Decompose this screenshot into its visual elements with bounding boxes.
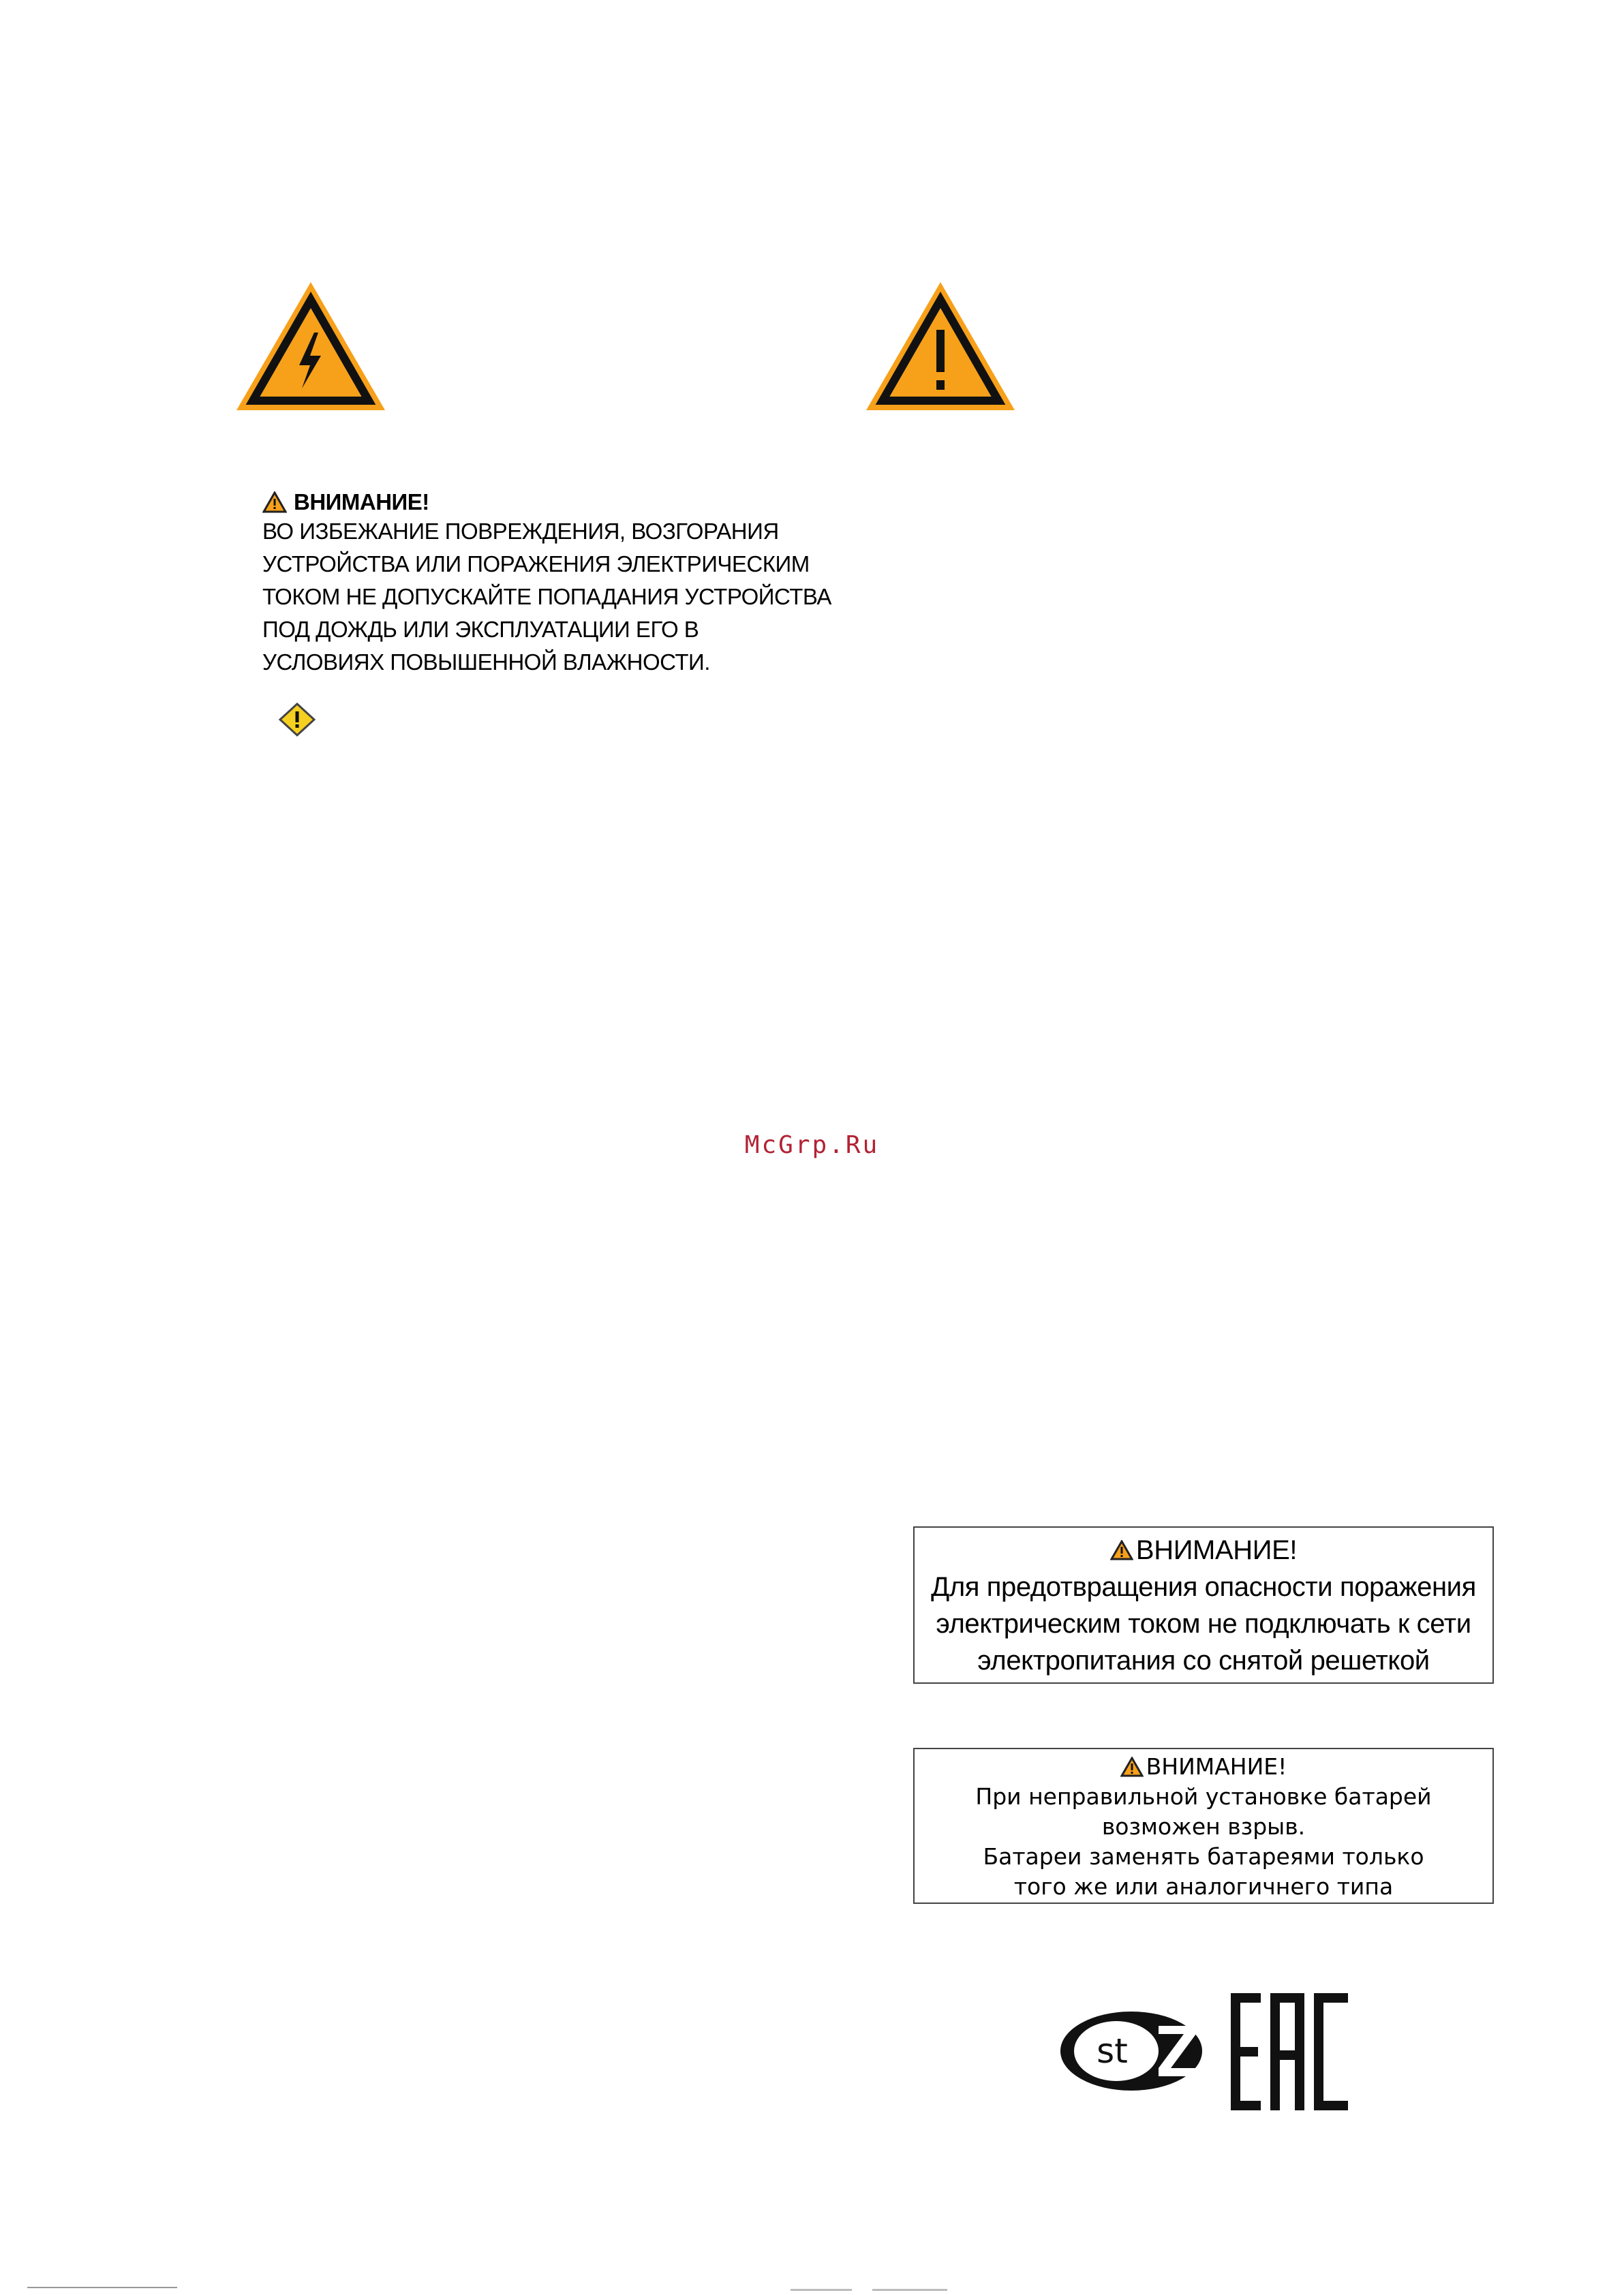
stz-letters: st [1097,2031,1128,2071]
left-warning-line: УСТРОЙСТВА ИЛИ ПОРАЖЕНИЯ ЭЛЕКТРИЧЕСКИМ [262,551,810,576]
left-warning-title-row [262,489,862,515]
battery-warning-line: При неправильной установке батарей [975,1783,1432,1810]
battery-warning-head [915,1752,1492,1782]
shock-warning-title: ВНИМАНИЕ! [1135,1535,1298,1565]
caution-diamond-icon [278,702,316,737]
left-warning-title: ВНИМАНИЕ! [294,489,429,514]
small-warning-icon [1110,1540,1133,1560]
battery-warning-line: того же или аналогичнего типа [1013,1873,1394,1900]
battery-warning-line: возможен взрыв. [1101,1813,1306,1840]
shock-warning-box [913,1526,1494,1684]
battery-warning-box [913,1748,1494,1904]
shock-warning-line: электрическим током не подключать к сети [936,1609,1471,1639]
watermark: McGrp.Ru [744,1131,880,1159]
shock-warning-head [915,1532,1492,1569]
left-warning-line: ВО ИЗБЕЖАНИЕ ПОВРЕЖДЕНИЯ, ВОЗГОРАНИЯ [262,519,779,544]
left-warning-line: УСЛОВИЯХ ПОВЫШЕННОЙ ВЛАЖНОСТИ. [262,649,710,675]
stz-certification-icon [1056,2007,1206,2095]
electric-hazard-icon [234,279,388,413]
battery-warning-title: ВНИМАНИЕ! [1146,1753,1287,1780]
footer-rule [27,2287,177,2288]
eac-certification-icon [1231,1993,1348,2110]
left-warning-line: ТОКОМ НЕ ДОПУСКАЙТЕ ПОПАДАНИЯ УСТРОЙСТВА [262,584,831,609]
footer-scan-artifact [791,2288,968,2292]
small-warning-icon [1120,1757,1144,1777]
left-warning-block [262,489,862,679]
small-warning-icon [262,491,287,513]
shock-warning-line: Для предотвращения опасности поражения [931,1572,1476,1602]
shock-warning-line: электропитания со снятой решеткой [977,1646,1430,1676]
battery-warning-line: Батареи заменять батареями только [983,1843,1424,1870]
general-warning-icon [863,279,1017,413]
left-warning-line: ПОД ДОЖДЬ ИЛИ ЭКСПЛУАТАЦИИ ЕГО В [262,617,699,642]
